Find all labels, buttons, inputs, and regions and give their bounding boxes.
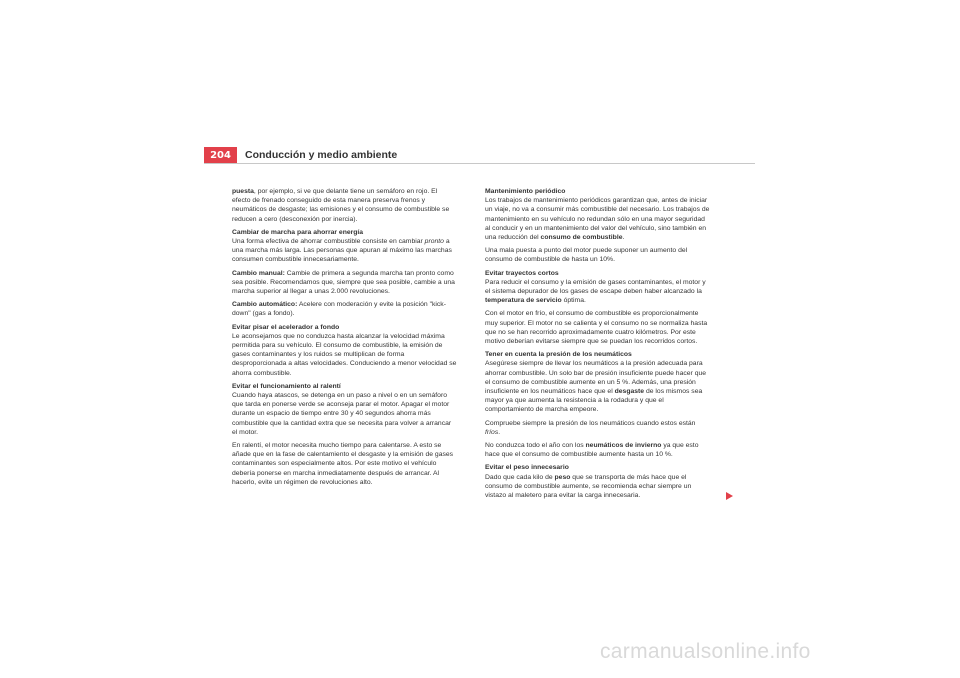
bold-term: peso bbox=[554, 473, 571, 481]
paragraph-text: Le aconsejamos que no conduzca hasta alcanzar la velocidad máxima permitida para su vehículo. El consumo de combustible, la emisión de gases contaminantes y los ruidos se multiplican de forma desproporcionada a altas velocidades. Conduciendo a menor velocidad se ahorra combustible. bbox=[232, 332, 457, 377]
paragraph-text: óptima. bbox=[561, 297, 586, 305]
paragraph-text: Una mala puesta a punto del motor puede suponer un aumento del consumo de combustible de hasta un 10%. bbox=[485, 247, 688, 264]
paragraph bbox=[485, 246, 710, 264]
watermark: carmanualsonline.info bbox=[600, 640, 811, 663]
paragraph-text: . bbox=[622, 234, 625, 242]
chapter-title: Conducción y medio ambiente bbox=[245, 149, 398, 161]
paragraph-text: Una forma efectiva de ahorrar combustible consiste en cambiar bbox=[232, 238, 425, 246]
section-accelerator bbox=[232, 323, 457, 378]
paragraph bbox=[232, 300, 457, 318]
italic-term: fríos bbox=[485, 428, 499, 436]
paragraph bbox=[232, 269, 457, 297]
paragraph-text: Los trabajos de mantenimiento periódicos garantizan que, antes de iniciar un viaje, no va a consumir más combustible del necesario. Los trabajos de mantenimiento en su vehículo no redundan sólo en una mayor seguridad al conducir y en un mantenimiento del valor del vehículo, sino también en una reducción del bbox=[485, 197, 710, 242]
paragraph-text: . bbox=[498, 428, 501, 436]
paragraph-text: Acelere con moderación y evite la posición "kick-down" (gas a fondo). bbox=[232, 301, 446, 318]
section-tire-pressure bbox=[485, 350, 710, 414]
page-number: 204 bbox=[204, 147, 237, 164]
section-idle bbox=[232, 382, 457, 437]
header-divider bbox=[204, 163, 755, 164]
section-heading: Evitar el peso innecesario bbox=[485, 464, 569, 472]
paragraph-text: No conduzca todo el año con los bbox=[485, 442, 586, 450]
section-heading: Cambiar de marcha para ahorrar energía bbox=[232, 228, 364, 236]
bold-term: Cambio automático: bbox=[232, 301, 298, 309]
paragraph bbox=[485, 441, 710, 459]
continue-arrow-icon bbox=[726, 492, 733, 500]
page-header bbox=[204, 147, 755, 164]
paragraph bbox=[485, 419, 710, 437]
bold-term: consumo de combustible bbox=[540, 234, 623, 242]
section-heading: Mantenimiento periódico bbox=[485, 188, 566, 195]
italic-term: pronto bbox=[424, 238, 444, 246]
paragraph-text: Cambie de primera a segunda marcha tan pronto como sea posible. Recomendamos que, siempre que sea posible, cambie a una marcha superior al llegar a unas 2.000 revoluciones. bbox=[232, 269, 455, 296]
section-maintenance bbox=[485, 187, 710, 242]
bold-term: desgaste bbox=[614, 388, 645, 396]
paragraph-text: , por ejemplo, si ve que delante tiene un semáforo en rojo. El efecto de frenado conseguido de esta manera preserva frenos y neumáticos de desgaste; las emisiones y el consumo de combustible se reducen a cero (desconexión por inercia). bbox=[232, 188, 450, 223]
section-heading: Evitar trayectos cortos bbox=[485, 269, 559, 277]
paragraph bbox=[232, 187, 457, 224]
bold-term: Cambio manual: bbox=[232, 269, 285, 277]
section-heading: Evitar el funcionamiento al ralentí bbox=[232, 382, 341, 390]
paragraph bbox=[232, 441, 457, 487]
paragraph-text: En ralentí, el motor necesita mucho tiempo para calentarse. A esto se añade que en la fase de calentamiento el desgaste y la emisión de gases contaminantes son especialmente altos. Por este motivo el vehículo debería ponerse en marcha inmediatamente después de arrancar. Al hacerlo, evite un régimen de revoluciones alto. bbox=[232, 442, 454, 486]
paragraph-text: Cuando haya atascos, se detenga en un paso a nivel o en un semáforo que tarda en ponerse verde se aconseja parar el motor. Apagar el motor durante un espacio de tiempo entre 30 y 40 segundos ahorra más combustible que la cantidad extra que se necesita para volver a arrancar el motor. bbox=[232, 392, 452, 436]
paragraph-text: de los mismos sea mayor ya que aumenta la resistencia a la rodadura y que el comportamiento de marcha empeore. bbox=[485, 388, 703, 414]
bold-term: neumáticos de invierno bbox=[585, 442, 662, 450]
paragraph-text: ya que esto hace que el consumo de combustible aumente hasta un 10 %. bbox=[485, 442, 699, 459]
paragraph-text: Compruebe siempre la presión de los neumáticos cuando estos están bbox=[485, 419, 696, 427]
bold-term: puesta bbox=[232, 188, 254, 195]
right-column bbox=[485, 187, 710, 504]
section-weight bbox=[485, 463, 710, 500]
left-column bbox=[232, 187, 457, 491]
paragraph-text: Para reducir el consumo y la emisión de gases contaminantes, el motor y el sistema depurador de los gases de escape deben haber alcanzado la bbox=[485, 278, 706, 296]
bold-term: temperatura de servicio bbox=[485, 297, 562, 305]
section-short-trips bbox=[485, 269, 710, 306]
section-heading: Evitar pisar el acelerador a fondo bbox=[232, 323, 340, 331]
paragraph-text: que se transporta de más hace que el consumo de combustible aumente, se recomienda echar siempre un vistazo al maletero para evitar la carga innecesaria. bbox=[485, 473, 692, 500]
paragraph-text: Asegúrese siempre de llevar los neumáticos a la presión adecuada para ahorrar combustible. Un solo bar de presión insuficiente puede hacer que el consumo de combustible aumente en un 5 %. Además, una presión insuficiente en los neumáticos hace que el bbox=[485, 360, 707, 396]
section-heading: Tener en cuenta la presión de los neumáticos bbox=[485, 351, 632, 359]
paragraph-text: Dado que cada kilo de bbox=[485, 473, 555, 481]
paragraph-text: a una marcha más larga. Las personas que apuran al máximo las marchas consumen combustible innecesariamente. bbox=[232, 238, 452, 264]
paragraph bbox=[485, 309, 710, 346]
section-energy-shift bbox=[232, 228, 457, 265]
paragraph-text: Con el motor en frío, el consumo de combustible es proporcionalmente muy superior. El motor no se calienta y el consumo no se normaliza hasta que no se han recorrido aproximadamente cuatro kilómetros. Por este motivo deberían evitarse siempre que se puedan los recorridos cortos. bbox=[485, 310, 708, 346]
